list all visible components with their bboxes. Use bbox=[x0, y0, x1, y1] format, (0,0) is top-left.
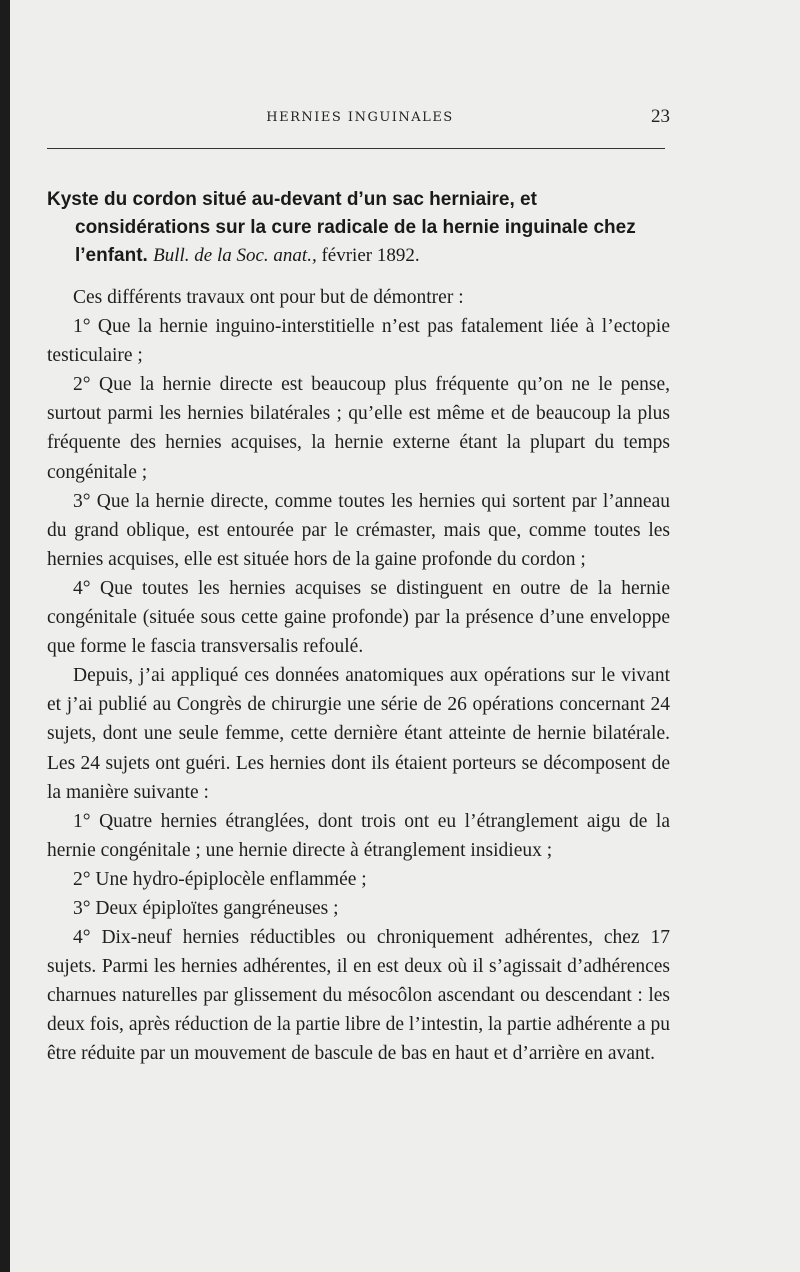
body-text bbox=[47, 283, 670, 1069]
citation-date: février 1892. bbox=[321, 245, 420, 266]
page-header bbox=[10, 106, 800, 130]
paragraph-case-3: 3° Deux épiploïtes gangréneuses ; bbox=[73, 897, 339, 919]
paragraph-case-1: 1° Quatre hernies étranglées, dont trois ont eu l’étranglement aigu de la hernie congénitale ; une hernie directe à étranglement insidieux ; bbox=[47, 810, 670, 861]
paragraph-since: Depuis, j’ai appliqué ces données anatomiques aux opérations sur le vivant et j’ai publié au Congrès de chirurgie une série de 26 opérations concernant 24 sujets, dont une seule femme, cette dernière étant atteinte de hernie bilatérale. Les 24 sujets ont guéri. Les hernies dont ils étaient porteurs se décomposent de la manière suivante : bbox=[47, 665, 670, 803]
paragraph-case-4: 4° Dix-neuf hernies réductibles ou chroniquement adhérentes, chez 17 sujets. Parmi les hernies adhérentes, il en est deux où il s’agissait d’adhérences charnues naturelles par glissement du mésocôlon ascendant ou descendant : les deux fois, après réduction de la partie libre de l’intestin, la partie adhérente a pu être réduite par un mouvement de bascule de bas en haut et d’arrière en avant. bbox=[47, 927, 670, 1065]
header-rule bbox=[47, 148, 665, 149]
paragraph-case-2: 2° Une hydro-épiplocèle enflammée ; bbox=[73, 868, 367, 890]
paragraph-intro: Ces différents travaux ont pour but de démontrer : bbox=[73, 287, 464, 308]
article-heading bbox=[47, 186, 667, 270]
citation-journal: Bull. de la Soc. anat., bbox=[153, 245, 317, 266]
article-citation bbox=[153, 245, 419, 266]
page-number: 23 bbox=[651, 106, 670, 127]
paragraph-point-1: 1° Que la hernie inguino-interstitielle n’est pas fatalement liée à l’ectopie testiculaire ; bbox=[47, 316, 670, 367]
article-title: Kyste du cordon situé au-devant d’un sac herniaire, et considérations sur la cure radicale de la hernie inguinale chez l’enfant. bbox=[47, 189, 636, 266]
running-title: HERNIES INGUINALES bbox=[266, 110, 454, 125]
book-page bbox=[10, 0, 800, 1272]
paragraph-point-2: 2° Que la hernie directe est beaucoup plus fréquente qu’on ne le pense, surtout parmi les hernies bilatérales ; qu’elle est même et de beaucoup la plus fréquente des hernies acquises, la hernie externe étant la plupart du temps congénitale ; bbox=[47, 374, 670, 483]
paragraph-point-3: 3° Que la hernie directe, comme toutes les hernies qui sortent par l’anneau du grand oblique, est entourée par le crémaster, mais que, comme toutes les hernies acquises, elle est située hors de la gaine profonde du cordon ; bbox=[47, 490, 670, 570]
paragraph-point-4: 4° Que toutes les hernies acquises se distinguent en outre de la hernie congénitale (située sous cette gaine profonde) par la présence d’une enveloppe que forme le fascia transversalis refoulé. bbox=[47, 577, 670, 658]
